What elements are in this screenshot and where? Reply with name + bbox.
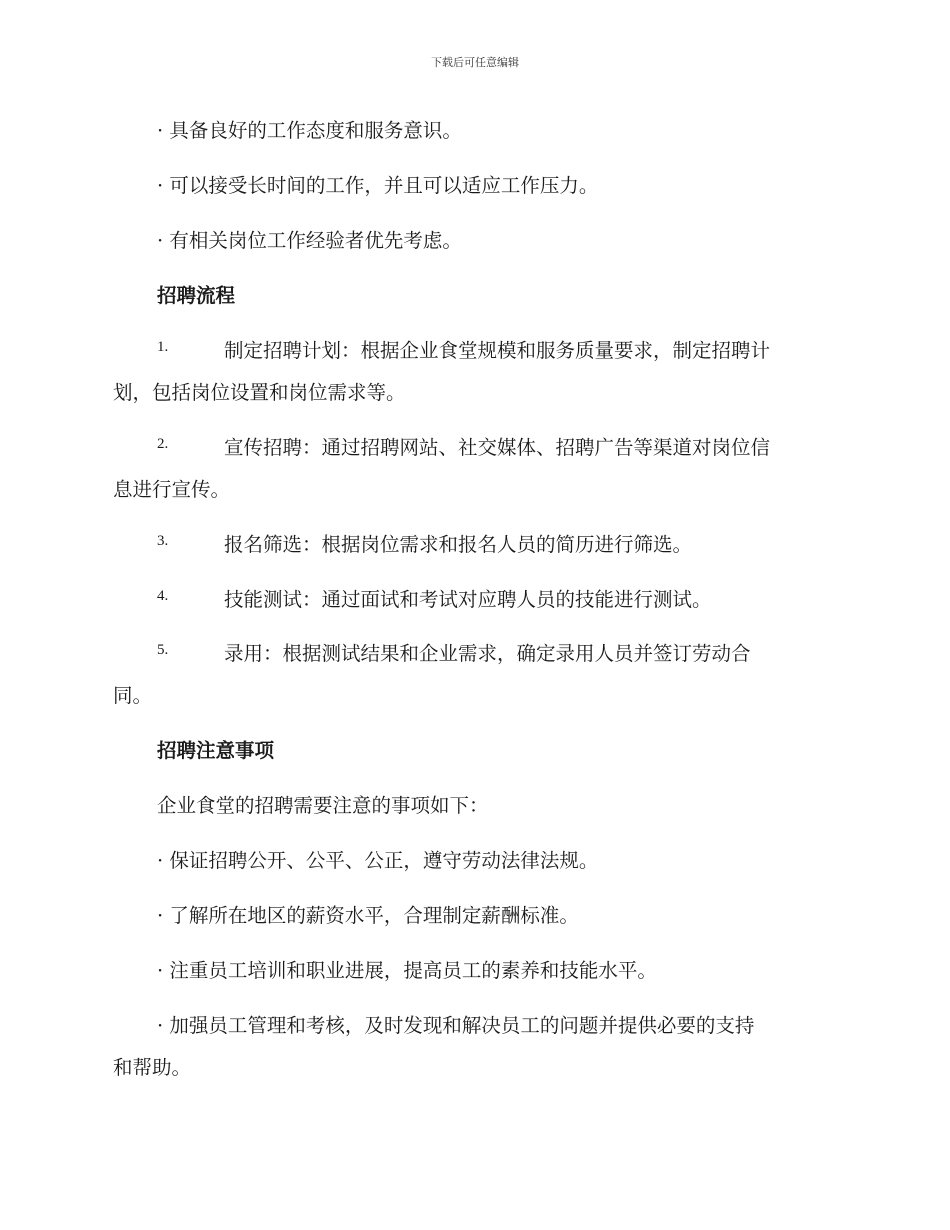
bullet-item: · 可以接受长时间的工作，并且可以适应工作压力。	[157, 174, 599, 197]
bullet-item: · 注重员工培训和职业进展，提高员工的素养和技能水平。	[157, 959, 657, 982]
step-number: 4.	[157, 588, 169, 604]
bullet-item: · 加强员工管理和考核，及时发现和解决员工的问题并提供必要的支持	[157, 1014, 755, 1037]
notes-intro: 企业食堂的招聘需要注意的事项如下：	[157, 794, 489, 817]
step-number: 1.	[157, 339, 169, 355]
step-text: 报名筛选：根据岗位需求和报名人员的简历进行筛选。	[224, 533, 693, 556]
bullet-item-continued: 和帮助。	[113, 1056, 192, 1079]
step-number: 5.	[157, 642, 169, 658]
bullet-item: · 具备良好的工作态度和服务意识。	[157, 119, 462, 142]
step-text: 录用：根据测试结果和企业需求，确定录用人员并签订劳动合	[224, 642, 751, 665]
section-heading-notes: 招聘注意事项	[157, 739, 275, 762]
step-text: 制定招聘计划：根据企业食堂规模和服务质量要求，制定招聘计	[224, 339, 771, 362]
step-text-continued: 同。	[113, 684, 153, 707]
step-text-continued: 划，包括岗位设置和岗位需求等。	[113, 381, 406, 404]
bullet-item: · 保证招聘公开、公平、公正，遵守劳动法律法规。	[157, 849, 599, 872]
step-number: 2.	[157, 436, 169, 452]
page-header: 下载后可任意编辑	[431, 56, 519, 69]
step-text: 技能测试：通过面试和考试对应聘人员的技能进行测试。	[224, 588, 712, 611]
step-text-continued: 息进行宣传。	[113, 478, 231, 501]
bullet-item: · 了解所在地区的薪资水平，合理制定薪酬标准。	[157, 904, 579, 927]
section-heading-process: 招聘流程	[157, 284, 236, 307]
bullet-item: · 有相关岗位工作经验者优先考虑。	[157, 229, 462, 252]
step-text: 宣传招聘：通过招聘网站、社交媒体、招聘广告等渠道对岗位信	[224, 436, 771, 459]
step-number: 3.	[157, 533, 169, 549]
